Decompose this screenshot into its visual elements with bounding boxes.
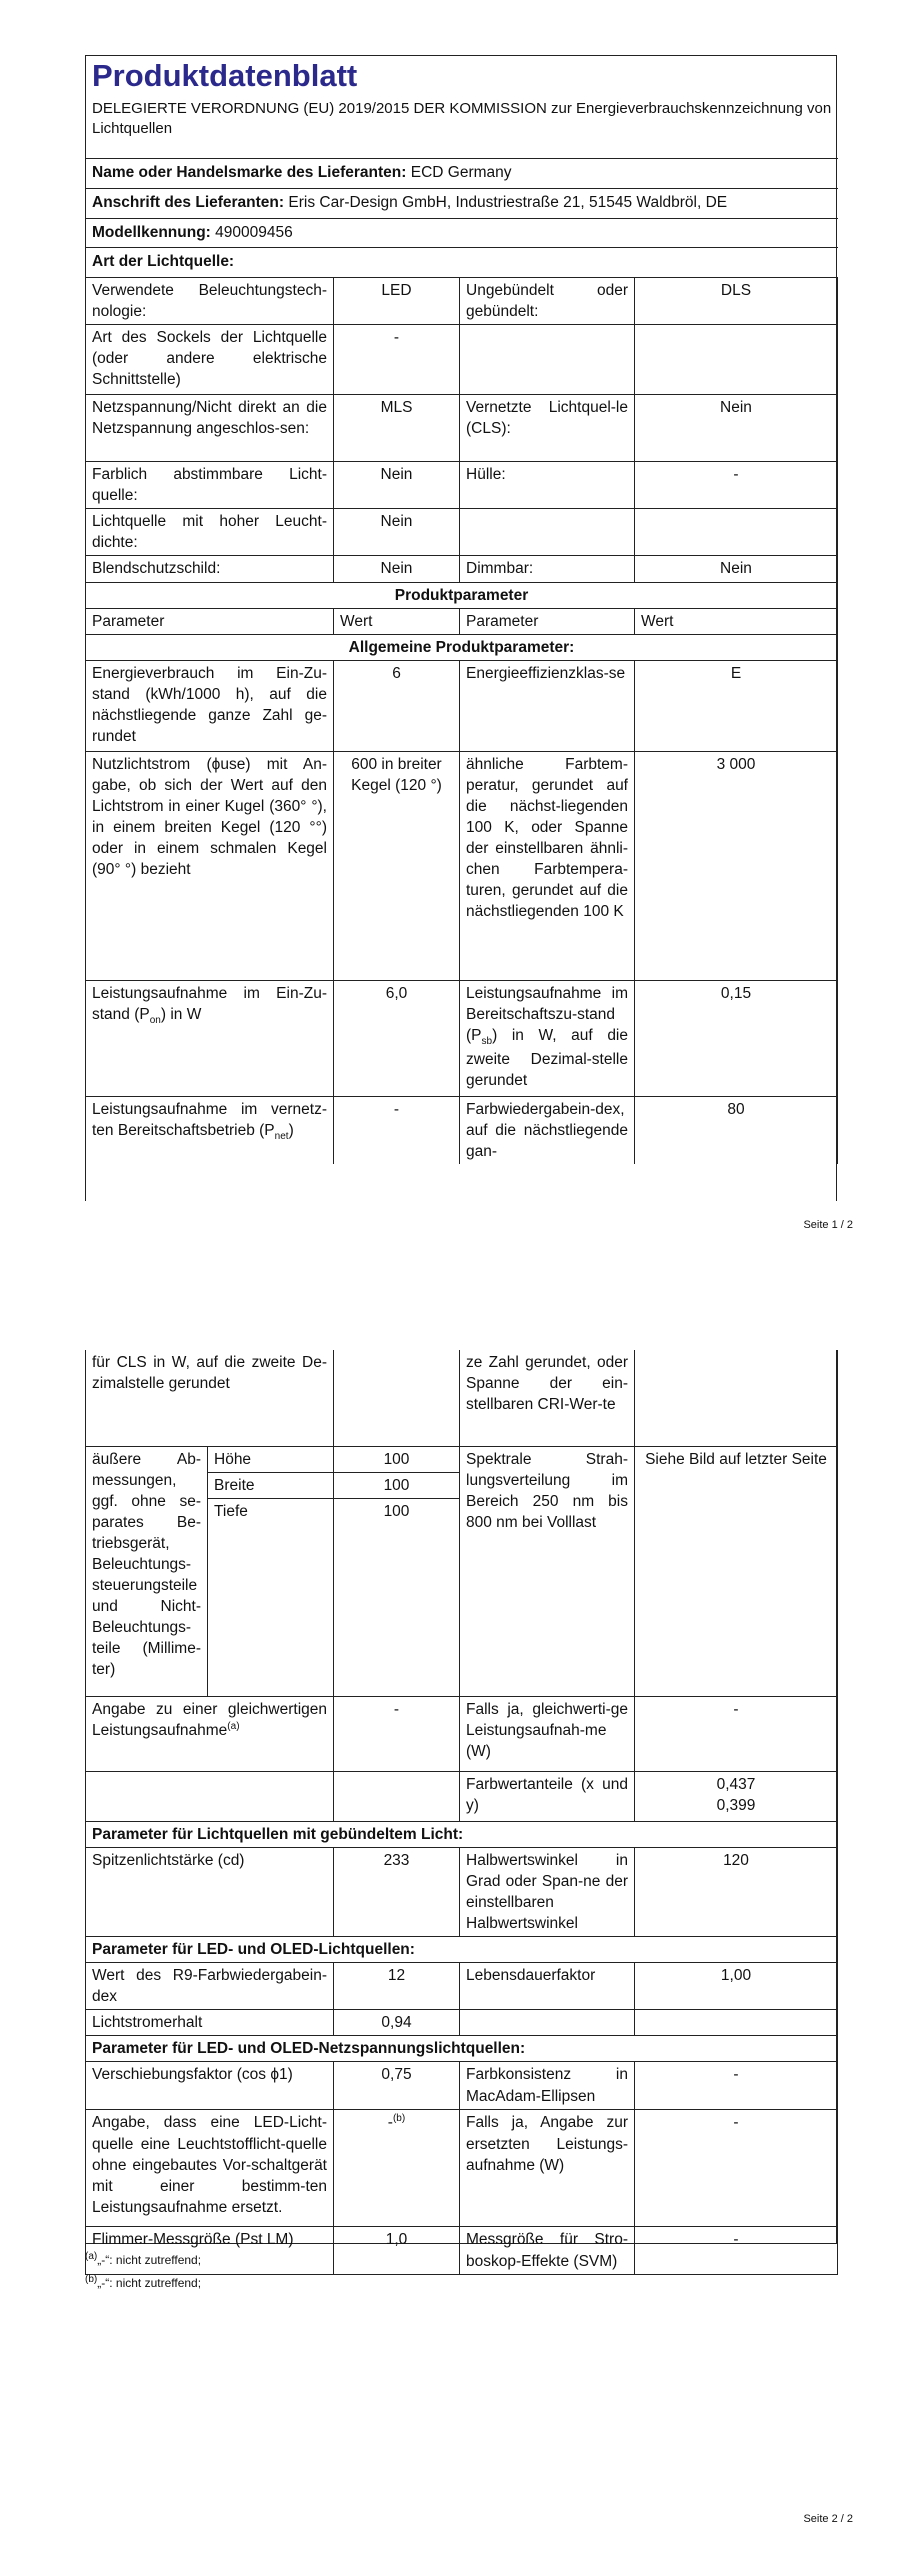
cell-label: Breite [208,1472,334,1498]
column-header: Wert [635,608,838,634]
cell-label: Wert des R9-Farbwiedergabein-dex [86,1963,334,2010]
cell-value: Nein [635,556,838,582]
cell-label: Spitzenlichtstärke (cd) [86,1847,334,1936]
table-row [86,1771,838,1821]
cell-label: Farbkonsistenz in MacAdam-Ellipsen [460,2062,635,2110]
supplier-label: Name oder Handelsmarke des Lieferanten: [92,164,407,181]
section-header [86,1937,838,1963]
page-1 [85,55,837,1201]
cell-value: - [635,462,838,509]
cell-label: Art des Sockels der Lichtquelle (oder andere elektrische Schnittstelle) [86,325,334,395]
cell-value: - [334,1696,460,1771]
cell-label: Lebensdauerfaktor [460,1963,635,2010]
footnote-mark: (b) [85,2274,98,2285]
cell-label [86,1696,334,1771]
cell-label: Lichtquelle mit hoher Leucht-dichte: [86,509,334,556]
regulation-text: DELEGIERTE VERORDNUNG (EU) 2019/2015 DER KOMMISSION zur Energieverbrauchskennzeichnung von Lichtquellen [92,100,832,138]
cell-label [86,1771,334,1821]
text: Leistungsaufnahme im Bereitschaftszu-stand (P [466,984,628,1044]
cell-label: Angabe, dass eine LED-Licht-quelle eine Leuchtstofflicht-quelle ohne eingebautes Vor-schaltgerät mit einer bestimm-ten Leistungsaufnahme ersetzt. [86,2110,334,2227]
cell-label: Verwendete Beleuchtungstech-nologie: [86,278,334,325]
footnote-text: „-“: nicht zutreffend; [97,2253,202,2267]
cell-label [460,509,635,556]
table-row [86,462,838,509]
table-row [86,1696,838,1771]
cell-label: äußere Ab-messungen, ggf. ohne se-parates Be-triebsgerät, Beleuchtungs-steuerungsteile und Nicht-Beleuchtungs-teile (Millime-ter) [86,1446,208,1696]
cell-value: Nein [334,556,460,582]
cell-value: LED [334,278,460,325]
type-table [85,277,838,1164]
cell-value: 600 in breiter Kegel (120 °) [334,751,460,980]
cell-value [334,1350,460,1446]
cell-label: Messgröße für Stro-boskop-Effekte (SVM) [460,2227,635,2275]
model-value: 490009456 [215,224,293,241]
cell-label: Falls ja, Angabe zur ersetzten Leistungs-aufnahme (W) [460,2110,635,2227]
text: Leistungsaufnahme im vernetz-ten Bereitschaftsbetrieb (P [92,1100,327,1139]
cell-value: E [635,660,838,751]
subscript: sb [481,1036,493,1048]
cell-value: DLS [635,278,838,325]
cell-label [460,325,635,395]
cell-label: Ungebündelt oder gebündelt: [460,278,635,325]
cell-value: 1,0 [334,2227,460,2275]
cell-value: - [635,2227,838,2275]
cell-label: Verschiebungsfaktor (cos ϕ1) [86,2062,334,2110]
text: Angabe zu einer gleichwertigen Leistungsaufnahme [92,1700,327,1739]
cell-value [635,1771,838,1821]
cell-value: Nein [334,509,460,556]
product-params-heading: Produktparameter [86,582,838,608]
light-source-type-heading: Art der Lichtquelle: [86,248,838,278]
cell-value: MLS [334,395,460,462]
column-header: Parameter [460,608,635,634]
focused-params-heading: Parameter für Lichtquellen mit gebündeltem Licht: [86,1821,838,1847]
cell-label: Hülle: [460,462,635,509]
table-row [86,2062,838,2110]
page-title: Produktdatenblatt [92,58,358,93]
table-row [86,2110,838,2227]
cell-label: ze Zahl gerundet, oder Spanne der ein-stellbaren CRI-Wer-te [460,1350,635,1446]
table-row [86,660,838,751]
address-row [86,189,838,219]
page-number: Seite 2 / 2 [803,2513,853,2525]
footnote-a [85,2250,201,2268]
cell-label: Halbwertswinkel in Grad oder Span-ne der einstellbaren Halbwertswinkel [460,1847,635,1936]
cell-label [86,1096,334,1164]
led-oled-mains-heading: Parameter für LED- und OLED-Netzspannungslichtquellen: [86,2036,838,2062]
led-oled-heading: Parameter für LED- und OLED-Lichtquellen: [86,1937,838,1963]
table-row [86,980,838,1096]
table-row [86,509,838,556]
table-row [86,2010,838,2036]
section-header [86,2036,838,2062]
header-block [86,56,838,159]
model-label: Modellkennung: [92,224,211,241]
table-row [86,1096,838,1164]
cell-value: - [334,325,460,395]
cell-value [635,325,838,395]
general-params-heading: Allgemeine Produktparameter: [86,634,838,660]
cell-value: 100 [334,1472,460,1498]
cell-label: Farbwertanteile (x und y) [460,1771,635,1821]
address-value: Eris Car-Design GmbH, Industriestraße 21, 51545 Waldbröl, DE [288,194,728,211]
chroma-x: 0,437 [716,1775,756,1793]
cell-label: ähnliche Farbtem-peratur, gerundet auf die nächst-liegenden 100 K, oder Spanne der einstellbaren ähnli-chen Farbtempera-turen, gerundet auf die nächstliegenden 100 K [460,751,635,980]
cell-label: Höhe [208,1446,334,1472]
superscript: (a) [227,1720,240,1732]
table-row [86,395,838,462]
subscript: on [149,1014,161,1026]
cell-value: 3 000 [635,751,838,980]
cell-value: - [635,1696,838,1771]
section-header [86,634,838,660]
footnote-b [85,2273,201,2291]
cell-label [86,980,334,1096]
address-label: Anschrift des Lieferanten: [92,194,285,211]
subscript: net [274,1130,289,1142]
cell-value: - [334,1096,460,1164]
column-header: Parameter [86,608,334,634]
cell-label: Energieeffizienzklas-se [460,660,635,751]
chroma-y: 0,399 [716,1796,756,1814]
superscript: (b) [392,2113,406,2125]
cell-label: Lichtstromerhalt [86,2010,334,2036]
cell-label: Vernetzte Lichtquel-le (CLS): [460,395,635,462]
cell-value: 233 [334,1847,460,1936]
cell-value: - [635,2062,838,2110]
cell-value: 0,94 [334,2010,460,2036]
cell-label [460,2010,635,2036]
cell-value: - [635,2110,838,2227]
supplier-row [86,159,838,189]
cell-value: 6,0 [334,980,460,1096]
cell-label [460,980,635,1096]
table-row [86,1963,838,2010]
cell-label: Farblich abstimmbare Licht-quelle: [86,462,334,509]
cell-value [334,1771,460,1821]
cell-label: Flimmer-Messgröße (Pst LM) [86,2227,334,2275]
cell-value: 12 [334,1963,460,2010]
table-row [86,751,838,980]
cell-value [334,2110,460,2227]
cell-value: 80 [635,1096,838,1164]
text: ) in W [160,1005,202,1023]
cell-value: 0,15 [635,980,838,1096]
cell-label: Dimmbar: [460,556,635,582]
cell-label: Blendschutzschild: [86,556,334,582]
supplier-value: ECD Germany [410,164,512,181]
cell-label: Falls ja, gleichwerti-ge Leistungsaufnah-me (W) [460,1696,635,1771]
footnote-text: „-“: nicht zutreffend; [97,2276,202,2290]
table-row [86,1446,838,1472]
column-header: Wert [334,608,460,634]
section-header [86,1821,838,1847]
table-row [86,556,838,582]
cell-label: Farbwiedergabein-dex, auf die nächstliegende gan- [460,1096,635,1164]
model-row [86,219,838,248]
cell-value: 6 [334,660,460,751]
cell-value: 100 [334,1498,460,1696]
cell-value [635,1350,838,1446]
footnote-mark: (a) [85,2251,98,2262]
text: ) in W, auf die zweite Dezimal-stelle gerundet [466,1026,628,1089]
table-row [86,325,838,395]
text: Leistungsaufnahme im Ein-Zu-stand (P [92,984,327,1023]
table-row [86,1847,838,1936]
cell-value: 120 [635,1847,838,1936]
cell-value: 100 [334,1446,460,1472]
cell-label: Tiefe [208,1498,334,1696]
cell-value [635,509,838,556]
table-header-row [86,608,838,634]
page-number: Seite 1 / 2 [803,1219,853,1231]
cell-value: Nein [635,395,838,462]
text: ) [288,1121,294,1139]
cell-value: 1,00 [635,1963,838,2010]
section-header [86,582,838,608]
table-row [86,1350,838,1446]
cell-value: 0,75 [334,2062,460,2110]
cell-value: Nein [334,462,460,509]
cell-label: Netzspannung/Nicht direkt an die Netzspannung angeschlos-sen: [86,395,334,462]
cell-label: Energieverbrauch im Ein-Zu-stand (kWh/1000 h), auf die nächstliegende ganze Zahl ge-rundet [86,660,334,751]
text: - [387,2114,393,2132]
cell-label: für CLS in W, auf die zweite De-zimalstelle gerundet [86,1350,334,1446]
cell-value: Siehe Bild auf letzter Seite [635,1446,838,1696]
cell-value [635,2010,838,2036]
cell-label: Nutzlichtstrom (ϕuse) mit An-gabe, ob sich der Wert auf den Lichtstrom in einer Kugel (360° °), in einem breiten Kegel (120 °°) oder in einem schmalen Kegel (90° °) bezieht [86,751,334,980]
cell-label: Spektrale Strah-lungsverteilung im Bereich 250 nm bis 800 nm bei Volllast [460,1446,635,1696]
table-row [86,278,838,325]
params-table [85,1350,838,2275]
